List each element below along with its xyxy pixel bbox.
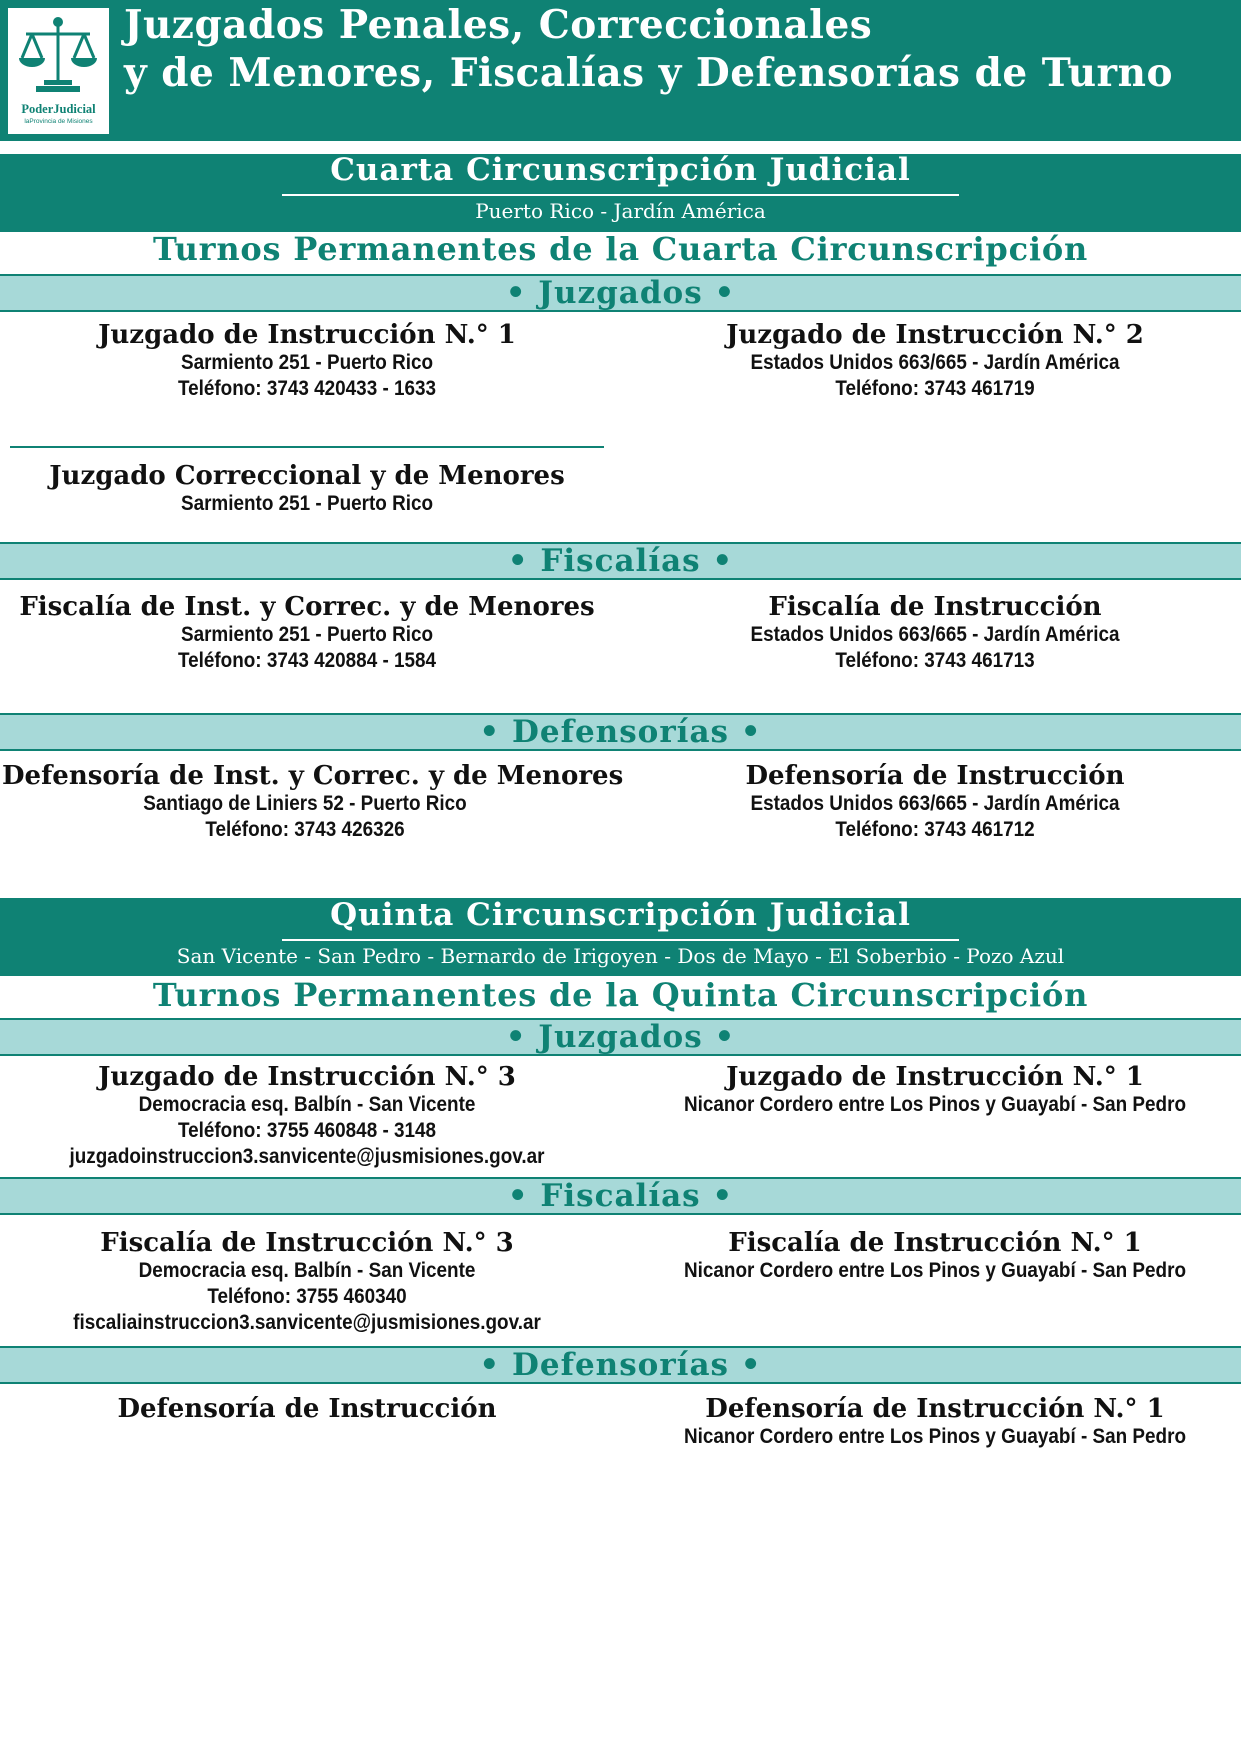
cuarta-title-underline xyxy=(282,194,959,196)
entry-phone: Teléfono: 3743 420433 - 1633 xyxy=(177,377,437,400)
entry-address: Nicanor Cordero entre Los Pinos y Guayabí - San Pedro xyxy=(683,1093,1187,1116)
juzgado-instruccion-1-puerto-rico xyxy=(10,320,604,402)
entry-phone: Teléfono: 3743 461713 xyxy=(835,649,1035,672)
entry-email: juzgadoinstruccion3.sanvicente@jusmisiones.gov.ar xyxy=(69,1145,545,1168)
quinta-defensorias-bar xyxy=(0,1346,1241,1384)
entry-address: Santiago de Liniers 52 - Puerto Rico xyxy=(143,792,467,815)
entry-name: Fiscalía de Inst. y Correc. y de Menores xyxy=(19,592,595,622)
cuarta-defensorias-bar xyxy=(0,713,1241,751)
quinta-fiscalias-label: • Fiscalías • xyxy=(507,1178,734,1214)
entry-phone: Teléfono: 3755 460340 xyxy=(207,1285,407,1308)
entry-address: Nicanor Cordero entre Los Pinos y Guayabí - San Pedro xyxy=(683,1259,1187,1282)
entry-name: Defensoría de Instrucción N.° 1 xyxy=(705,1394,1165,1424)
quinta-circunscripcion-title: Quinta Circunscripción Judicial xyxy=(330,897,911,933)
defensoria-instruccion-jardin-america xyxy=(640,761,1230,843)
entry-name: Juzgado de Instrucción N.° 2 xyxy=(726,320,1144,350)
entry-address: Estados Unidos 663/665 - Jardín América xyxy=(750,792,1120,815)
entry-phone: Teléfono: 3743 461712 xyxy=(835,818,1035,841)
cuarta-turnos-heading: Turnos Permanentes de la Cuarta Circunscripción xyxy=(152,230,1089,268)
entry-address: Sarmiento 251 - Puerto Rico xyxy=(180,492,434,515)
fiscalia-instruccion-3-san-vicente xyxy=(10,1228,604,1336)
cuarta-juzgados-label: • Juzgados • xyxy=(505,275,736,311)
cuarta-fiscalias-label: • Fiscalías • xyxy=(507,543,734,579)
header-band xyxy=(0,0,1241,141)
quinta-juzgados-label: • Juzgados • xyxy=(505,1019,736,1055)
scales-of-justice-icon xyxy=(14,12,102,100)
cuarta-fiscalias-bar xyxy=(0,542,1241,580)
entry-name: Fiscalía de Instrucción N.° 1 xyxy=(728,1228,1142,1258)
entry-name: Juzgado de Instrucción N.° 3 xyxy=(98,1062,516,1092)
quinta-cities: San Vicente - San Pedro - Bernardo de Irigoyen - Dos de Mayo - El Soberbio - Pozo Azul xyxy=(176,944,1065,968)
entry-name: Juzgado de Instrucción N.° 1 xyxy=(726,1062,1144,1092)
entry-separator-rule xyxy=(10,446,604,448)
poder-judicial-logo xyxy=(7,7,110,135)
entry-phone: Teléfono: 3743 420884 - 1584 xyxy=(177,649,437,672)
entry-email: fiscaliainstruccion3.sanvicente@jusmisiones.gov.ar xyxy=(73,1311,541,1334)
quinta-turnos-heading: Turnos Permanentes de la Quinta Circunscripción xyxy=(152,976,1089,1014)
entry-name: Juzgado Correccional y de Menores xyxy=(49,461,565,491)
defensoria-inst-correc-menores xyxy=(2,761,624,843)
logo-text-provincia: laProvincia de Misiones xyxy=(24,118,93,125)
entry-phone: Teléfono: 3743 461719 xyxy=(835,377,1035,400)
juzgado-instruccion-3-san-vicente xyxy=(10,1062,604,1170)
page-title-line-2: y de Menores, Fiscalías y Defensorías de Turno xyxy=(124,50,1173,96)
entry-name: Fiscalía de Instrucción N.° 3 xyxy=(100,1228,514,1258)
cuarta-defensorias-label: • Defensorías • xyxy=(479,714,762,750)
page-title-line-1: Juzgados Penales, Correccionales xyxy=(124,2,873,48)
cuarta-circunscripcion-title: Cuarta Circunscripción Judicial xyxy=(330,152,911,188)
entry-name: Defensoría de Instrucción xyxy=(117,1394,497,1424)
defensoria-instruccion-san-vicente xyxy=(10,1394,604,1424)
quinta-fiscalias-bar xyxy=(0,1177,1241,1215)
entry-phone: Teléfono: 3743 426326 xyxy=(205,818,405,841)
cuarta-cities: Puerto Rico - Jardín América xyxy=(475,199,766,223)
juzgado-instruccion-1-san-pedro xyxy=(640,1062,1230,1118)
entry-name: Juzgado de Instrucción N.° 1 xyxy=(98,320,516,350)
entry-name: Defensoría de Instrucción xyxy=(745,761,1125,791)
entry-name: Defensoría de Inst. y Correc. y de Menores xyxy=(2,761,624,791)
fiscalia-instruccion-1-san-pedro xyxy=(640,1228,1230,1284)
entry-address: Nicanor Cordero entre Los Pinos y Guayabí - San Pedro xyxy=(683,1425,1187,1448)
juzgado-correccional-menores xyxy=(10,461,604,517)
entry-address: Estados Unidos 663/665 - Jardín América xyxy=(750,623,1120,646)
entry-address: Democracia esq. Balbín - San Vicente xyxy=(138,1093,476,1116)
entry-address: Democracia esq. Balbín - San Vicente xyxy=(138,1259,476,1282)
quinta-title-underline xyxy=(282,939,959,941)
cuarta-juzgados-bar xyxy=(0,274,1241,312)
entry-phone: Teléfono: 3755 460848 - 3148 xyxy=(177,1119,437,1142)
fiscalia-instruccion-jardin-america xyxy=(640,592,1230,674)
entry-address: Estados Unidos 663/665 - Jardín América xyxy=(750,351,1120,374)
entry-address: Sarmiento 251 - Puerto Rico xyxy=(180,351,434,374)
logo-text-poderjudicial: PoderJudicial xyxy=(21,102,96,116)
quinta-defensorias-label: • Defensorías • xyxy=(479,1347,762,1383)
quinta-juzgados-bar xyxy=(0,1018,1241,1056)
entry-name: Fiscalía de Instrucción xyxy=(768,592,1102,622)
juzgado-instruccion-2-jardin-america xyxy=(640,320,1230,402)
entry-address: Sarmiento 251 - Puerto Rico xyxy=(180,623,434,646)
fiscalia-inst-correc-menores xyxy=(10,592,604,674)
defensoria-instruccion-1-san-pedro xyxy=(640,1394,1230,1450)
